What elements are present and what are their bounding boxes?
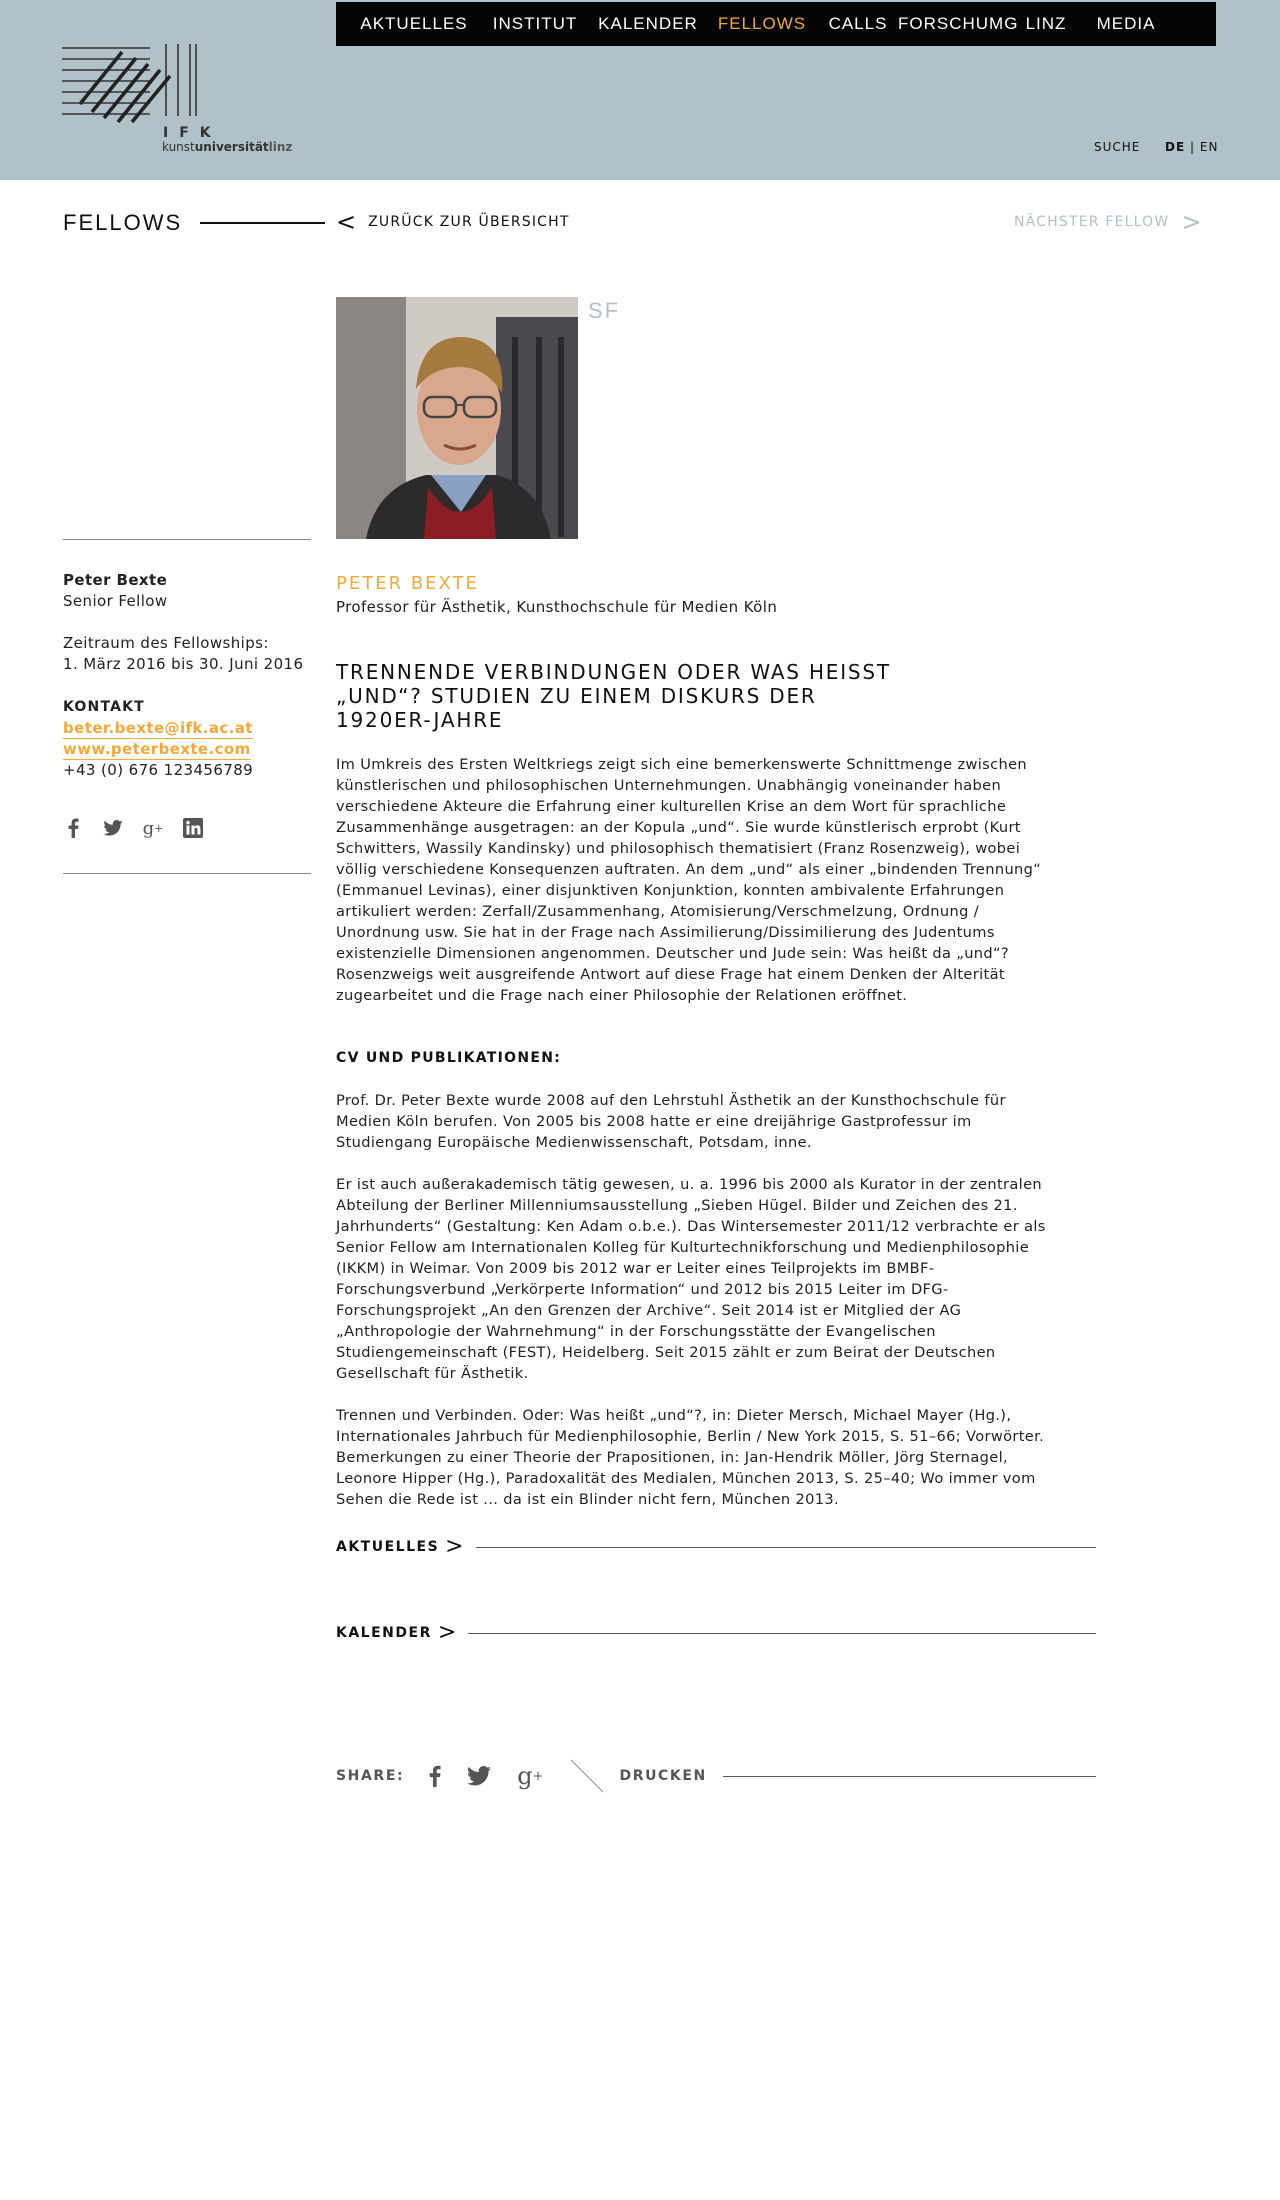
back-label: ZURÜCK ZUR ÜBERSICHT bbox=[368, 214, 570, 230]
aktuelles-link[interactable] bbox=[336, 1534, 1096, 1559]
fellow-affiliation: Professor für Ästhetik, Kunsthochschule für Medien Köln bbox=[336, 598, 778, 616]
site-header bbox=[0, 0, 1280, 180]
cv-paragraph: Er ist auch außerakademisch tätig gewesen, u. a. 1996 bis 2000 als Kurator in der zentralen Abteilung der Berliner Millenniumsausstellung „Sieben Hügel. Bilder und Zeichen des 21. Jahrhunderts“ (Gestaltung: Ken Adam o.b.e.). Das Wintersemester 2011/12 verbrachte er als Senior Fellow am Internationalen Kolleg für Kulturtechnikforschung und Medienphilosophie (IKKM) in Weimar. Von 2009 bis 2012 war er Leiter eines Teilprojekts im BMBF-Forschungsverbund „Verkörperte Information“ und 2012 bis 2015 Leiter im DFG-Forschungsprojekt „An den Grenzen der Archive“. Seit 2014 ist er Mitglied der AG „Anthropologie der Wahrnehmung“ in der Forschungsstätte der Evangelischen Studiengemeinschaft (FEST), Heidelberg. Seit 2015 zählt er zum Beirat der Deutschen Gesellschaft für Ästhetik. bbox=[336, 1176, 1046, 1382]
search-link[interactable]: SUCHE bbox=[1094, 140, 1141, 154]
section-divider bbox=[468, 1633, 1096, 1634]
project-title: TRENNENDE VERBINDUNGEN ODER WAS HEISST „UND“? STUDIEN ZU EINEM DISKURS DER 1920ER-JAHRE bbox=[336, 660, 891, 732]
share-label: SHARE: bbox=[336, 1768, 405, 1784]
share-divider bbox=[723, 1776, 1096, 1777]
nav-item-kalender[interactable]: KALENDER bbox=[598, 14, 698, 33]
fellow-portrait bbox=[336, 297, 578, 539]
lang-en[interactable]: EN bbox=[1199, 140, 1219, 154]
aktuelles-label: AKTUELLES bbox=[336, 1539, 440, 1555]
nav-item-media[interactable]: MEDIA bbox=[1096, 14, 1156, 33]
website-link[interactable]: www.peterbexte.com bbox=[63, 740, 251, 758]
lang-separator: | bbox=[1190, 140, 1196, 154]
email-link[interactable]: beter.bexte@ifk.ac.at bbox=[63, 719, 253, 737]
fellow-type-badge: SF bbox=[588, 298, 621, 323]
title-divider bbox=[200, 222, 325, 224]
period-value: 1. März 2016 bis 30. Juni 2016 bbox=[63, 655, 304, 673]
chevron-right-icon: > bbox=[445, 1534, 464, 1559]
facebook-icon[interactable] bbox=[63, 818, 83, 838]
cv-paragraph: Trennen und Verbinden. Oder: Was heißt „und“?, in: Dieter Mersch, Michael Mayer (Hg.), Internationales Jahrbuch für Medienphilosophie, Berlin / New York 2015, S. 51–66; Vorwörter. Bemerkungen zu einer Theorie der Prapositionen, in: Jan-Hendrik Möller, Jörg Sternagel, Leonore Hipper (Hg.), Paradoxalität des Medialen, München 2013, S. 25–40; Wo immer vom Sehen die Rede ist ... da ist ein Blinder nicht fern, München 2013. bbox=[336, 1407, 1045, 1508]
divider-slash-icon bbox=[569, 1758, 605, 1794]
period-label: Zeitraum des Fellowships: bbox=[63, 634, 269, 652]
phone-number: +43 (0) 676 123456789 bbox=[63, 761, 254, 779]
cv-heading: CV UND PUBLIKATIONEN: bbox=[336, 1050, 562, 1066]
lang-de[interactable]: DE bbox=[1165, 140, 1186, 154]
sidebar-social-links bbox=[63, 818, 203, 838]
fellow-name: PETER BEXTE bbox=[336, 573, 479, 594]
chevron-right-icon: > bbox=[1181, 208, 1202, 236]
logo-letters: IFK bbox=[163, 125, 222, 141]
language-switch bbox=[1165, 140, 1218, 154]
chevron-right-icon: > bbox=[437, 1620, 457, 1645]
google-plus-icon[interactable]: g + bbox=[517, 1762, 544, 1790]
facebook-icon[interactable] bbox=[428, 1764, 441, 1788]
next-label: NÄCHSTER FELLOW bbox=[1014, 214, 1170, 230]
google-plus-icon[interactable]: g + bbox=[142, 817, 164, 839]
nav-item-calls[interactable]: CALLS bbox=[828, 14, 888, 33]
sidebar-contact bbox=[63, 696, 253, 781]
share-bar bbox=[336, 1758, 1096, 1794]
sidebar-name: Peter Bexte bbox=[63, 571, 168, 589]
main-navigation bbox=[336, 2, 1216, 46]
twitter-icon[interactable] bbox=[103, 818, 123, 838]
sidebar-bottom-divider bbox=[63, 873, 311, 874]
nav-item-forschumg[interactable]: FORSCHUMG bbox=[898, 14, 1019, 33]
kalender-link[interactable] bbox=[336, 1620, 1096, 1645]
sidebar-period bbox=[63, 633, 303, 675]
nav-item-aktuelles[interactable]: AKTUELLES bbox=[360, 14, 468, 33]
abstract-paragraph: Im Umkreis des Ersten Weltkriegs zeigt sich eine bemerkenswerte Schnittmenge zwischen künstlerischen und philosophischen Unternehmungen. Unabhängig voneinander haben verschiedene Akteure die Erfahrung einer kulturellen Krise an dem Wort für sprachliche Zusammenhänge ausgetragen: an der Kopula „und“. Sie wurde künstlerisch erprobt (Kurt Schwitters, Wassily Kandinsky) und philosophisch thematisiert (Franz Rosenzweig), wobei völlig verschiedene Konsequenzen auftraten. An dem „und“ als einer „bindenden Trennung“ (Emmanuel Levinas), einer disjunktiven Konjunktion, konnten ambivalente Erfahrungen artikuliert werden: Zerfall/Zusammenhang, Atomisierung/Verschmelzung, Ordnung / Unordnung usw. Sie hat in der Frage nach Assimilierung/Dissimilierung des Judentums existenzielle Dimensionen angenommen. Deutscher und Jude sein: Was heißt da „und“? Rosenzweigs weit ausgreifende Antwort auf diese Frage hat einem Denken der Alterität zugearbeitet und die Frage nach einer Philosophie der Relationen eröffnet. bbox=[336, 756, 1042, 1004]
next-fellow-link[interactable] bbox=[1014, 208, 1202, 236]
contact-heading: KONTAKT bbox=[63, 699, 145, 715]
cv-paragraph: Prof. Dr. Peter Bexte wurde 2008 auf den Lehrstuhl Ästhetik an der Kunsthochschule für Medien Köln berufen. Von 2005 bis 2008 hatte er eine dreijährige Gastprofessur im Studiengang Europäische Medienwissenschaft, Potsdam, inne. bbox=[336, 1092, 1006, 1151]
section-divider bbox=[476, 1547, 1096, 1548]
sidebar-identity bbox=[63, 570, 168, 612]
nav-item-fellows[interactable]: FELLOWS bbox=[717, 14, 807, 33]
print-button[interactable]: DRUCKEN bbox=[619, 1768, 707, 1784]
kalender-label: KALENDER bbox=[336, 1625, 432, 1641]
sidebar-role: Senior Fellow bbox=[63, 592, 168, 610]
linkedin-icon[interactable] bbox=[183, 818, 203, 838]
cv-text bbox=[336, 1090, 1066, 1531]
nav-item-institut[interactable]: INSTITUT bbox=[492, 14, 578, 33]
chevron-left-icon: < bbox=[336, 208, 357, 236]
nav-item-linz[interactable]: LINZ bbox=[1025, 14, 1067, 33]
page-title: FELLOWS bbox=[63, 210, 183, 235]
project-abstract bbox=[336, 754, 1066, 1027]
twitter-icon[interactable] bbox=[467, 1766, 491, 1786]
back-to-overview-link[interactable] bbox=[336, 208, 570, 236]
sidebar-top-divider bbox=[63, 539, 311, 540]
logo-university: kunstuniversitätlinz bbox=[162, 140, 293, 154]
